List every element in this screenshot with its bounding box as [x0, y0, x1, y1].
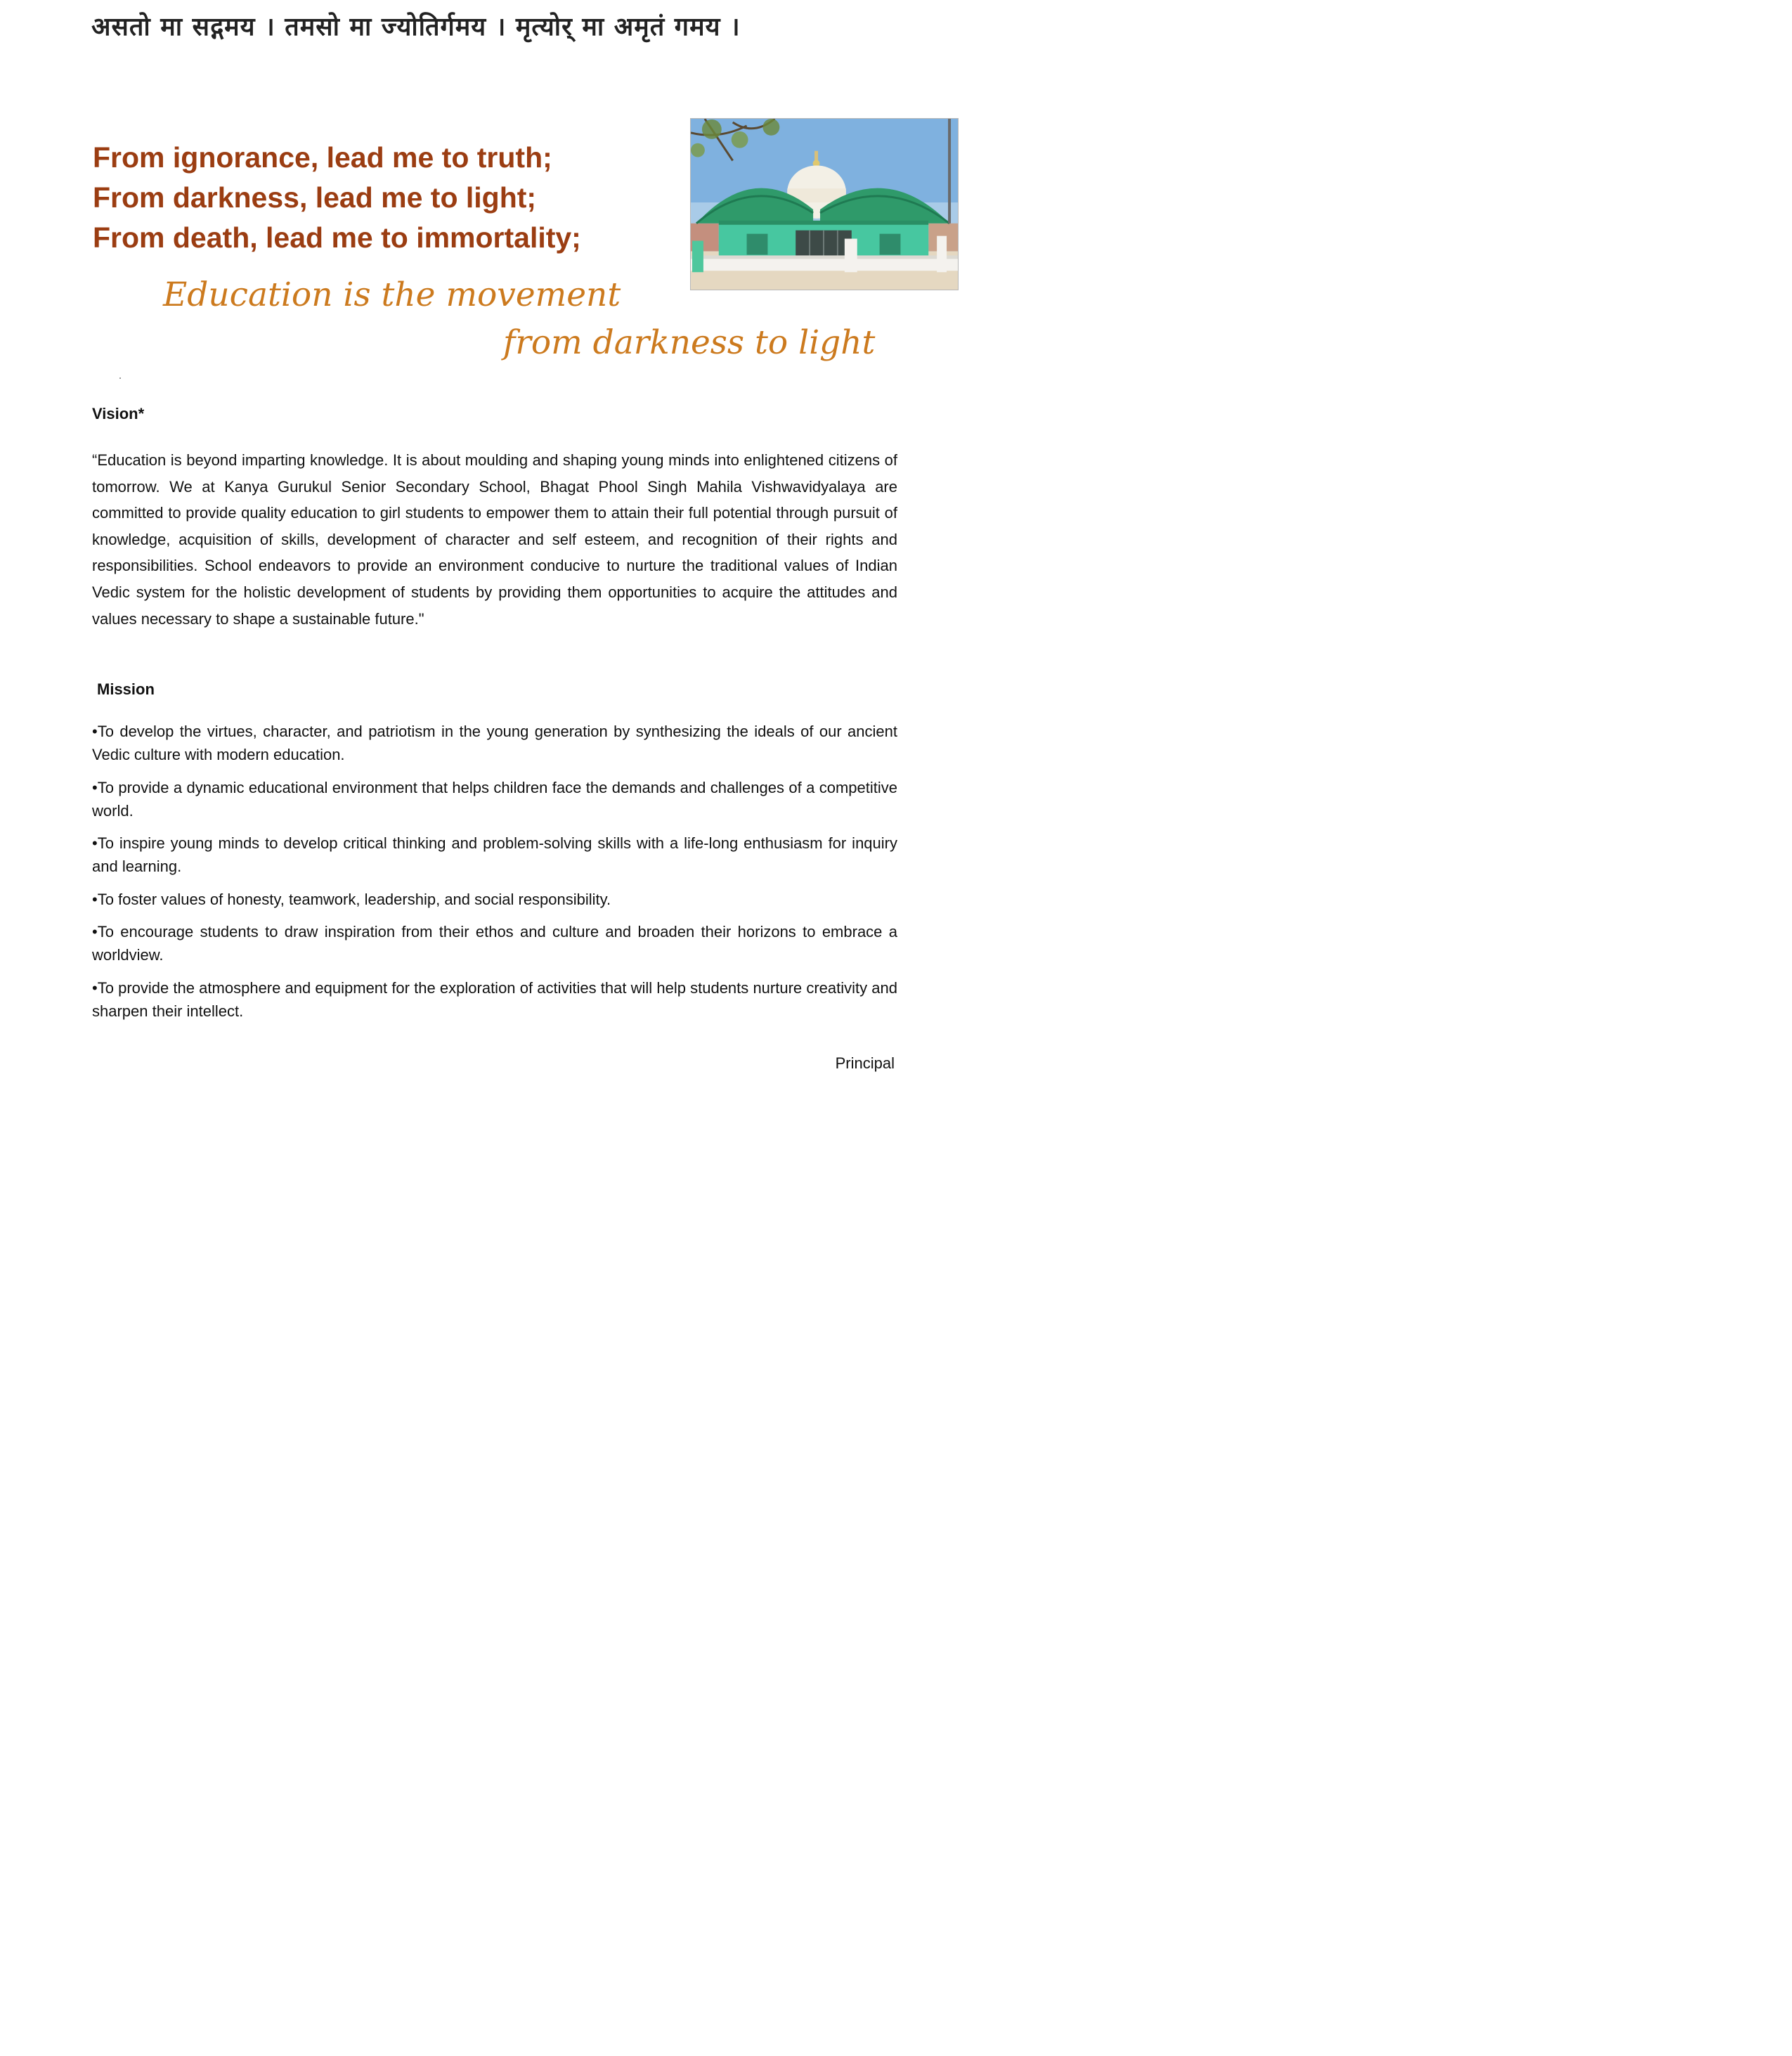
mission-item: •To inspire young minds to develop critical thinking and problem-solving skills with a life-long enthusiasm for inquiry and learning.	[92, 834, 897, 875]
vision-heading: Vision*	[92, 405, 145, 422]
school-building-photo	[690, 118, 959, 290]
mission-item: •To provide the atmosphere and equipment for the exploration of activities that will help students nurture creativity and sharpen their intellect.	[92, 978, 897, 1020]
school-building-illustration	[691, 119, 958, 290]
stray-dot	[119, 377, 121, 379]
translation-line-3: From death, lead me to immortality;	[93, 221, 581, 254]
mission-item: •To foster values of honesty, teamwork, leadership, and social responsibility.	[92, 890, 611, 908]
mission-heading: Mission	[97, 680, 155, 698]
vision-statement: “Education is beyond imparting knowledge. It is about moulding and shaping young minds into enlightened citizens of tomorrow. We at Kanya Gurukul Senior Secondary School, Bhagat Phool Singh Mahila Vishwavidyalaya are committed to provide quality education to girl students to empower them to attain their full potential through pursuit of knowledge, acquisition of skills, development of character and self esteem, and recognition of their rights and responsibilities. School endeavors to provide an environment conducive to nurture the traditional values of Indian Vedic system for the holistic development of students by providing them opportunities to acquire the attitudes and values necessary to shape a sustainable future."	[92, 451, 897, 628]
translation-line-2: From darkness, lead me to light;	[93, 181, 537, 214]
verse-translation	[93, 138, 581, 258]
mission-list	[92, 720, 897, 1032]
translation-line-1: From ignorance, lead me to truth;	[93, 141, 552, 174]
mission-item: •To encourage students to draw inspiration from their ethos and culture and broaden their horizons to embrace a worldview.	[92, 923, 897, 964]
mission-item: •To develop the virtues, character, and patriotism in the young generation by synthesizing the ideals of our ancient Vedic culture with modern education.	[92, 723, 897, 763]
mission-item: •To provide a dynamic educational environment that helps children face the demands and challenges of a competitive world.	[92, 778, 897, 820]
sanskrit-verse: असतो मा सद्गमय । तमसो मा ज्योतिर्गमय । मृत्योर् मा अमृतं गमय ।	[91, 12, 741, 41]
principal-signature: Principal	[835, 1054, 895, 1072]
education-quote-line-1: Education is the movement	[163, 276, 621, 314]
education-quote-line-2: from darkness to light	[503, 323, 876, 362]
